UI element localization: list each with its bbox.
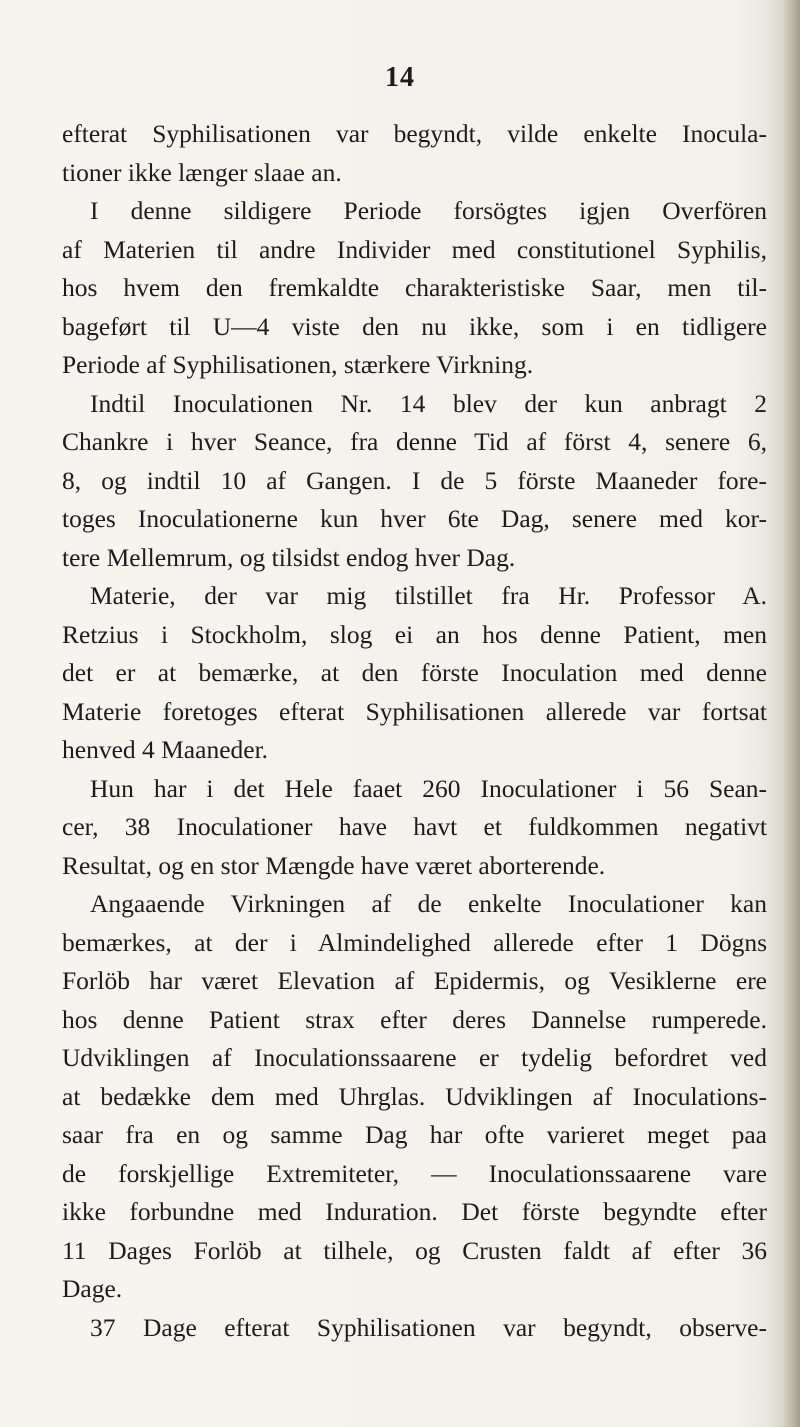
page-number: 14 bbox=[385, 62, 415, 93]
text-line: de forskjellige Extremiteter, — Inoculationssaarene vare bbox=[62, 1158, 767, 1188]
text-line: I denne sildigere Periode forsögtes igjen Overfören bbox=[90, 196, 767, 225]
text-line: Materie foretoges efterat Syphilisationen allerede var fortsat bbox=[62, 696, 767, 726]
text-line: toges Inoculationerne kun hver 6te Dag, senere med kor- bbox=[62, 504, 767, 533]
text-line: Forlöb har været Elevation af Epidermis, og Vesiklerne ere bbox=[62, 966, 767, 995]
text-line: hos hvem den fremkaldte charakteristiske Saar, men til- bbox=[62, 273, 767, 302]
text-line: det er at bemærke, at den förste Inoculation med denne bbox=[62, 658, 767, 687]
text-line: at bedække dem med Uhrglas. Udviklingen af Inoculations- bbox=[62, 1081, 767, 1111]
text-line: henved 4 Maaneder. bbox=[62, 735, 269, 764]
text-line: Indtil Inoculationen Nr. 14 blev der kun anbragt 2 bbox=[90, 388, 767, 418]
text-line: Materie, der var mig tilstillet fra Hr. Professor A. bbox=[90, 581, 767, 610]
text-line: 8, og indtil 10 af Gangen. I de 5 förste Maaneder fore- bbox=[62, 465, 767, 495]
text-line: bageført til U—4 viste den nu ikke, som i en tidligere bbox=[62, 311, 767, 341]
text-line: Retzius i Stockholm, slog ei an hos denne Patient, men bbox=[62, 619, 767, 649]
text-line: Resultat, og en stor Mængde have været aborterende. bbox=[62, 850, 606, 880]
text-line: Dage. bbox=[62, 1274, 123, 1303]
text-line: tere Mellemrum, og tilsidst endog hver Dag. bbox=[62, 542, 516, 572]
text-line: cer, 38 Inoculationer have havt et fuldkommen negativt bbox=[62, 812, 767, 841]
text-line: Hun har i det Hele faaet 260 Inoculationer i 56 Sean- bbox=[90, 773, 767, 803]
text-line: bemærkes, at der i Almindelighed allerede efter 1 Dögns bbox=[62, 927, 767, 957]
text-line: af Materien til andre Individer med constitutionel Syphilis, bbox=[62, 234, 767, 264]
text-line: efterat Syphilisationen var begyndt, vilde enkelte Inocula- bbox=[62, 119, 767, 148]
text-line: Periode af Syphilisationen, stærkere Virkning. bbox=[62, 350, 534, 379]
text-line: tioner ikke længer slaae an. bbox=[62, 157, 342, 187]
body-text bbox=[62, 115, 767, 1347]
text-line: hos denne Patient strax efter deres Dannelse rumperede. bbox=[62, 1004, 767, 1034]
text-line: Chankre i hver Seance, fra denne Tid af först 4, senere 6, bbox=[62, 427, 767, 456]
text-line: Udviklingen af Inoculationssaarene er tydelig befordret ved bbox=[62, 1043, 767, 1072]
text-line: 37 Dage efterat Syphilisationen var begyndt, observe- bbox=[90, 1312, 767, 1342]
text-line: Angaaende Virkningen af de enkelte Inoculationer kan bbox=[90, 889, 767, 918]
text-line: 11 Dages Forlöb at tilhele, og Crusten faldt af efter 36 bbox=[62, 1235, 767, 1265]
page-spine-edge bbox=[784, 0, 800, 1427]
text-line: ikke forbundne med Induration. Det förste begyndte efter bbox=[62, 1197, 767, 1226]
text-line: saar fra en og samme Dag har ofte varieret meget paa bbox=[62, 1120, 767, 1149]
